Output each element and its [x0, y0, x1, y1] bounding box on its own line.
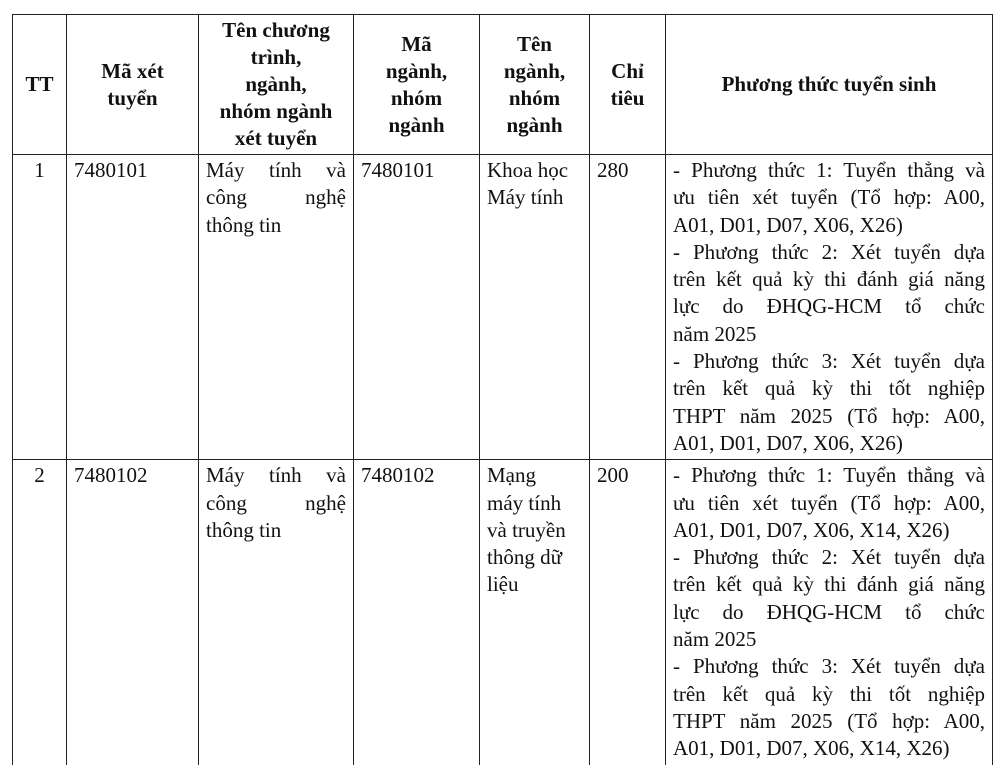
text-line: ngành,	[245, 72, 307, 96]
header-phuong-thuc: Phương thức tuyển sinh	[666, 15, 993, 155]
text-line: ngành	[506, 112, 563, 137]
cell-ten-chuong-trinh	[199, 460, 354, 765]
text-line: Máy tính và	[206, 463, 346, 488]
text-line: và truyền	[487, 517, 566, 542]
text-line: Chỉ	[611, 58, 644, 83]
text-line: ngành	[388, 112, 445, 137]
text-line: trên kết quả kỳ thi tốt nghiệp	[673, 376, 985, 401]
cell-ten-nganh	[480, 155, 590, 460]
text-line: trên kết quả kỳ thi đánh giá năng	[673, 572, 985, 597]
text-line: A01, D01, D07, X06, X14, X26)	[673, 736, 950, 761]
text-line: THPT năm 2025 (Tổ hợp: A00,	[673, 708, 985, 733]
text-line: A01, D01, D07, X06, X26)	[673, 430, 903, 455]
text-line: lực do ĐHQG-HCM tổ chức	[673, 599, 985, 624]
cell-ten-nganh	[480, 460, 590, 765]
text-line: Khoa học	[487, 158, 569, 182]
cell-ten-chuong-trinh	[199, 155, 354, 460]
cell-tt: 1	[13, 155, 67, 460]
text-line: tiêu	[610, 85, 645, 110]
text-line: Tên chương	[222, 18, 330, 42]
header-ten-chuong-trinh	[199, 15, 354, 155]
text-line: thông dữ	[487, 545, 562, 570]
text-line: Mã xét	[101, 58, 164, 83]
text-line: năm 2025	[673, 627, 757, 652]
text-line: A01, D01, D07, X06, X14, X26)	[673, 517, 950, 542]
text-line: thông tin	[206, 212, 282, 237]
text-line: ưu tiên xét tuyển (Tổ hợp: A00,	[673, 490, 985, 515]
table-row	[13, 460, 993, 765]
cell-chi-tieu: 280	[590, 155, 666, 460]
text-line: Tên	[516, 31, 552, 56]
text-line: lực do ĐHQG-HCM tổ chức	[673, 294, 985, 319]
text-line: năm 2025	[673, 321, 757, 346]
cell-ma-nganh: 7480101	[354, 155, 480, 460]
header-ma-xet-tuyen	[67, 15, 199, 155]
text-line: nhóm	[508, 85, 561, 110]
cell-tt: 2	[13, 460, 67, 765]
text-line: nhóm ngành	[219, 99, 333, 123]
table-row	[13, 155, 993, 460]
text-line: công nghệ	[206, 185, 346, 210]
text-line: THPT năm 2025 (Tổ hợp: A00,	[673, 403, 985, 428]
text-line: - Phương thức 3: Xét tuyển dựa	[673, 654, 985, 679]
text-line: - Phương thức 2: Xét tuyển dựa	[673, 239, 985, 264]
text-line: công nghệ	[206, 490, 346, 515]
header-ma-nganh	[354, 15, 480, 155]
text-line: nhóm	[390, 85, 443, 110]
text-line: trình,	[250, 45, 302, 69]
text-line: trên kết quả kỳ thi đánh giá năng	[673, 267, 985, 292]
text-line: trên kết quả kỳ thi tốt nghiệp	[673, 681, 985, 706]
text-line: tuyển	[107, 85, 158, 110]
text-line: - Phương thức 1: Tuyển thẳng và	[673, 158, 985, 182]
cell-phuong-thuc	[666, 460, 993, 765]
text-line: Máy tính và	[206, 158, 346, 182]
text-line: xét tuyển	[234, 126, 318, 150]
header-tt: TT	[13, 15, 67, 155]
header-chi-tieu	[590, 15, 666, 155]
text-line: ngành,	[385, 58, 448, 83]
cell-ma-nganh: 7480102	[354, 460, 480, 765]
text-line: Mã	[401, 31, 432, 56]
text-line: thông tin	[206, 517, 282, 542]
text-line: - Phương thức 3: Xét tuyển dựa	[673, 349, 985, 374]
cell-ma-xet-tuyen: 7480101	[67, 155, 199, 460]
cell-phuong-thuc	[666, 155, 993, 460]
cell-chi-tieu: 200	[590, 460, 666, 765]
header-ten-nganh	[480, 15, 590, 155]
text-line: liệu	[487, 572, 519, 597]
text-line: - Phương thức 2: Xét tuyển dựa	[673, 545, 985, 570]
text-line: máy tính	[487, 490, 562, 515]
admissions-table-container	[12, 14, 993, 765]
cell-ma-xet-tuyen: 7480102	[67, 460, 199, 765]
text-line: Máy tính	[487, 185, 564, 210]
text-line: Mạng	[487, 463, 536, 488]
text-line: A01, D01, D07, X06, X26)	[673, 212, 903, 237]
text-line: ngành,	[503, 58, 566, 83]
header-row	[13, 15, 993, 155]
admissions-table	[12, 14, 993, 765]
text-line: - Phương thức 1: Tuyển thẳng và	[673, 463, 985, 488]
text-line: ưu tiên xét tuyển (Tổ hợp: A00,	[673, 185, 985, 210]
